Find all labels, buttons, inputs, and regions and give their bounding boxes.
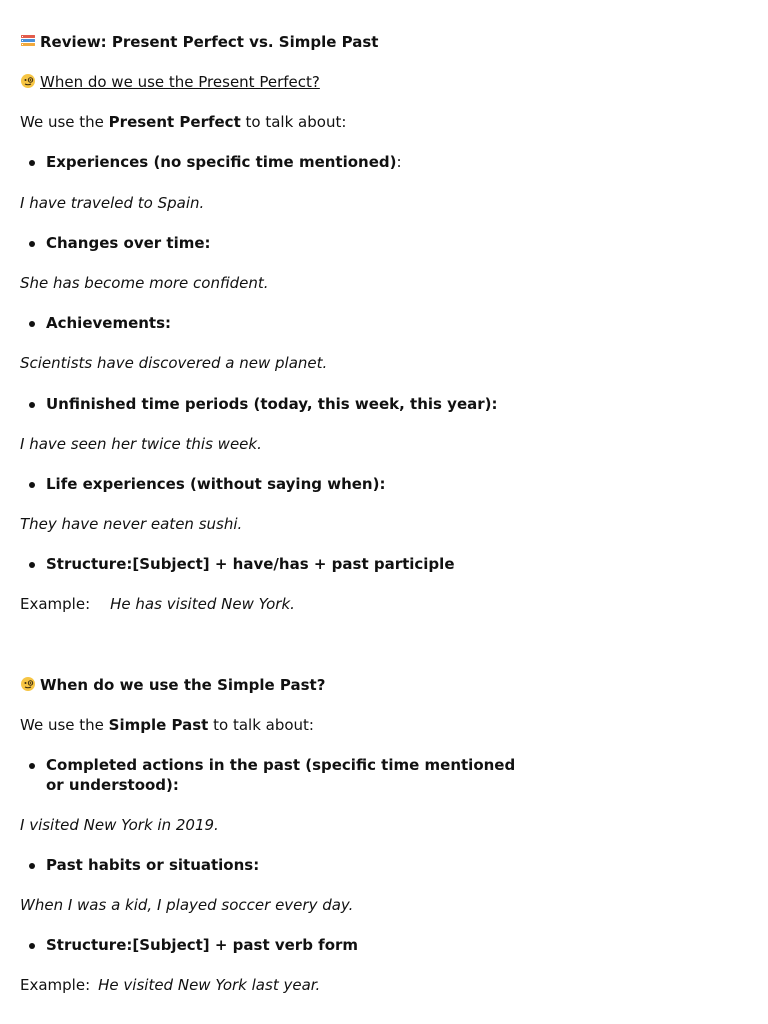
example-sentence: I have traveled to Spain.	[20, 194, 205, 212]
review-title-text: Review: Present Perfect vs. Simple Past	[40, 33, 379, 51]
example-label: Example:	[20, 595, 91, 613]
structure-example	[20, 594, 295, 614]
face-with-monocle-icon	[20, 676, 36, 692]
bullet-icon	[29, 160, 35, 166]
simple-past-heading	[20, 675, 325, 695]
bullet-icon	[29, 763, 35, 769]
example-sentence: I visited New York in 2019.	[20, 816, 219, 834]
books-icon	[20, 33, 36, 49]
intro-term: Present Perfect	[108, 113, 241, 131]
intro-suffix: to talk about:	[245, 113, 347, 131]
bullet-icon	[29, 402, 35, 408]
bullet-icon	[29, 863, 35, 869]
example-sentence: When I was a kid, I played soccer every day.	[20, 896, 354, 914]
present-perfect-question: When do we use the Present Perfect?	[40, 73, 320, 91]
structure-text: Structure:[Subject] + past verb form	[46, 936, 359, 954]
list-item-label: Life experiences (without saying when):	[46, 475, 386, 493]
simple-past-intro	[20, 715, 314, 735]
intro-term: Simple Past	[108, 716, 209, 734]
structure-example	[20, 975, 320, 995]
example-sentence: They have never eaten sushi.	[20, 515, 243, 533]
list-item-label: Unfinished time periods (today, this week, this year):	[46, 395, 498, 413]
list-item-label: Changes over time:	[46, 234, 211, 252]
intro-prefix: We use the	[20, 716, 104, 734]
example-text: He has visited New York.	[110, 595, 295, 613]
review-title	[20, 32, 378, 52]
structure-text: Structure:[Subject] + have/has + past participle	[46, 555, 455, 573]
list-item-label: Achievements:	[46, 314, 172, 332]
example-sentence: I have seen her twice this week.	[20, 435, 262, 453]
intro-suffix: to talk about:	[213, 716, 314, 734]
present-perfect-heading	[20, 72, 320, 92]
bullet-icon	[29, 241, 35, 247]
bullet-icon	[29, 943, 35, 949]
bullet-icon	[29, 562, 35, 568]
example-sentence: She has become more confident.	[20, 274, 269, 292]
face-with-monocle-icon	[20, 73, 36, 89]
example-text: He visited New York last year.	[98, 976, 321, 994]
bullet-icon	[29, 321, 35, 327]
simple-past-question: When do we use the Simple Past?	[40, 676, 326, 694]
example-sentence: Scientists have discovered a new planet.	[20, 354, 328, 372]
intro-prefix: We use the	[20, 113, 104, 131]
example-label: Example:	[20, 976, 91, 994]
present-perfect-intro	[20, 112, 346, 132]
list-item-label: Completed actions in the past (specific time mentioned or understood):	[46, 756, 516, 794]
list-item-label: Experiences (no specific time mentioned):	[46, 153, 402, 171]
bullet-icon	[29, 482, 35, 488]
list-item-label: Past habits or situations:	[46, 856, 260, 874]
